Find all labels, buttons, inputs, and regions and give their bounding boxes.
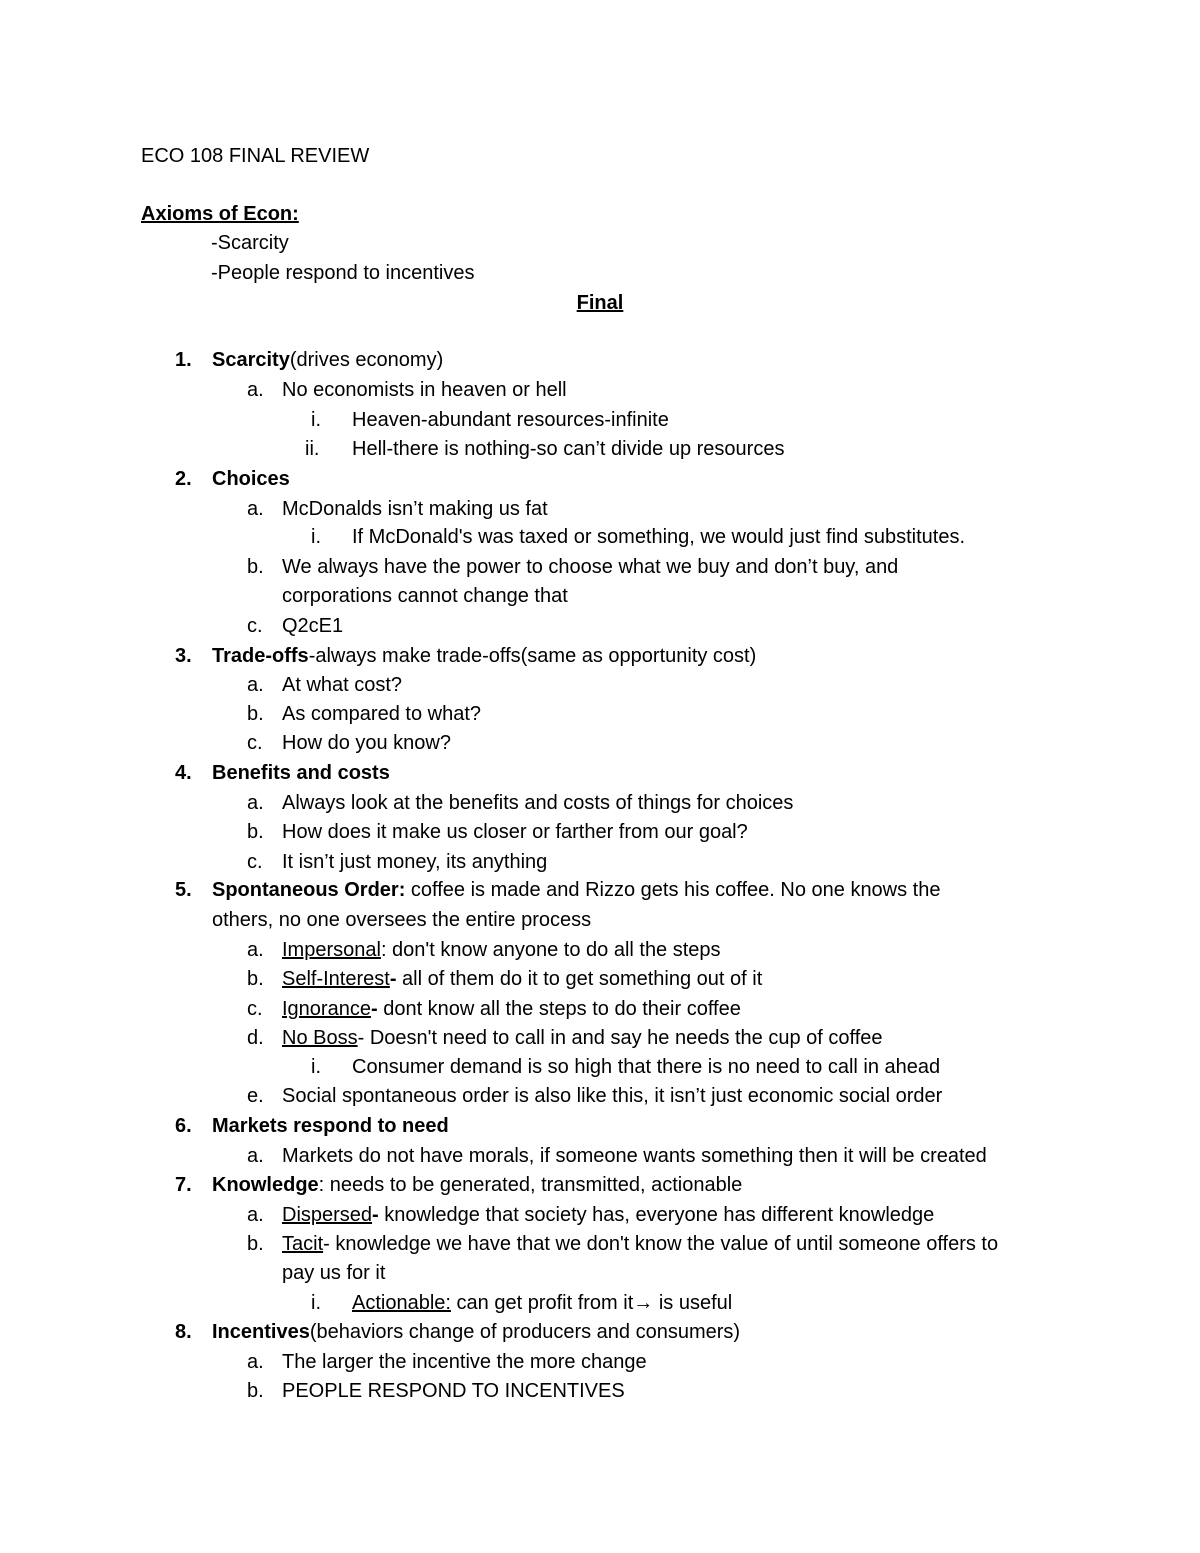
item-text-continued: pay us for it bbox=[282, 1262, 386, 1284]
item-marker: b. bbox=[247, 821, 264, 843]
item-text bbox=[282, 1026, 883, 1050]
section-title: Scarcity bbox=[212, 349, 290, 371]
item-text: How does it make us closer or farther from our goal? bbox=[282, 821, 748, 843]
section-heading bbox=[212, 348, 443, 372]
section-number: 2. bbox=[175, 468, 192, 490]
section-heading bbox=[212, 1320, 740, 1344]
item-text: Always look at the benefits and costs of things for choices bbox=[282, 792, 794, 814]
subitem-text: Consumer demand is so high that there is no need to call in ahead bbox=[352, 1056, 941, 1078]
section-text: -always make trade-offs(same as opportunity cost) bbox=[308, 645, 757, 667]
section-number: 7. bbox=[175, 1174, 192, 1196]
item-text bbox=[282, 1232, 998, 1256]
item-text: Markets do not have morals, if someone wants something then it will be created bbox=[282, 1145, 987, 1167]
item-marker: c. bbox=[247, 732, 263, 754]
item-text: The larger the incentive the more change bbox=[282, 1351, 647, 1373]
subitem-marker: i. bbox=[311, 526, 321, 548]
item-marker: a. bbox=[247, 1351, 264, 1373]
item-marker: b. bbox=[247, 1380, 264, 1402]
axiom-item: -People respond to incentives bbox=[211, 262, 475, 284]
section-title: Knowledge bbox=[212, 1174, 319, 1196]
item-text bbox=[282, 967, 762, 991]
axiom-item: -Scarcity bbox=[211, 232, 289, 254]
section-title: Trade-offs bbox=[212, 645, 309, 667]
section-heading bbox=[212, 644, 756, 668]
item-term: Self-Interest bbox=[282, 968, 390, 990]
item-text bbox=[282, 1203, 934, 1227]
section-title: Choices bbox=[212, 468, 290, 490]
item-text: How do you know? bbox=[282, 732, 451, 754]
section-number: 8. bbox=[175, 1321, 192, 1343]
item-marker: a. bbox=[247, 379, 264, 401]
item-definition: don't know anyone to do all the steps bbox=[386, 939, 721, 961]
item-marker: a. bbox=[247, 792, 264, 814]
item-marker: e. bbox=[247, 1085, 264, 1107]
item-term-separator: - bbox=[370, 998, 378, 1020]
subitem-text: Hell-there is nothing-so can’t divide up resources bbox=[352, 438, 785, 460]
section-text: coffee is made and Rizzo gets his coffee. No one knows the bbox=[405, 879, 941, 901]
item-term-separator: : bbox=[380, 939, 387, 961]
item-marker: c. bbox=[247, 615, 263, 637]
section-number: 3. bbox=[175, 645, 192, 667]
item-marker: c. bbox=[247, 851, 263, 873]
item-marker: b. bbox=[247, 703, 264, 725]
section-title: Markets respond to need bbox=[212, 1115, 449, 1137]
section-text-continued: others, no one oversees the entire process bbox=[212, 909, 592, 931]
axioms-heading: Axioms of Econ: bbox=[141, 203, 299, 225]
item-marker: a. bbox=[247, 1204, 264, 1226]
section-text: (behaviors change of producers and consumers) bbox=[309, 1321, 741, 1343]
subitem-text: Heaven-abundant resources-infinite bbox=[352, 409, 669, 431]
section-number: 5. bbox=[175, 879, 192, 901]
item-term: Dispersed bbox=[282, 1204, 373, 1226]
item-text: PEOPLE RESPOND TO INCENTIVES bbox=[282, 1380, 625, 1402]
item-term: Ignorance bbox=[282, 998, 371, 1020]
item-marker: b. bbox=[247, 968, 264, 990]
item-marker: a. bbox=[247, 939, 264, 961]
final-heading: Final bbox=[576, 292, 624, 314]
subitem-definition: can get profit from it→ is useful bbox=[450, 1292, 733, 1314]
section-text: (drives economy) bbox=[289, 349, 444, 371]
item-text bbox=[282, 997, 741, 1021]
item-marker: b. bbox=[247, 1233, 264, 1255]
section-title: Incentives bbox=[212, 1321, 310, 1343]
item-marker: a. bbox=[247, 1145, 264, 1167]
item-text: No economists in heaven or hell bbox=[282, 379, 567, 401]
section-heading bbox=[212, 878, 941, 902]
section-text: : needs to be generated, transmitted, actionable bbox=[318, 1174, 743, 1196]
item-text: Social spontaneous order is also like this, it isn’t just economic social order bbox=[282, 1085, 943, 1107]
subitem-marker: ii. bbox=[305, 438, 320, 460]
section-title: Benefits and costs bbox=[212, 762, 390, 784]
subitem-marker: i. bbox=[311, 1292, 321, 1314]
subitem-text: If McDonald's was taxed or something, we would just find substitutes. bbox=[352, 526, 965, 548]
subitem-marker: i. bbox=[311, 409, 321, 431]
item-term: Tacit bbox=[282, 1233, 324, 1255]
subitem-term: Actionable: bbox=[352, 1292, 451, 1314]
item-marker: a. bbox=[247, 498, 264, 520]
subitem-text bbox=[352, 1291, 732, 1315]
section-heading bbox=[212, 1173, 742, 1197]
item-term-separator: - bbox=[389, 968, 397, 990]
item-text: We always have the power to choose what we buy and don’t buy, and bbox=[282, 556, 899, 578]
page-title: ECO 108 FINAL REVIEW bbox=[141, 145, 370, 167]
section-number: 6. bbox=[175, 1115, 192, 1137]
item-term-separator: - bbox=[372, 1204, 379, 1226]
item-text: At what cost? bbox=[282, 674, 403, 696]
subitem-marker: i. bbox=[311, 1056, 321, 1078]
section-number: 4. bbox=[175, 762, 192, 784]
item-text-continued: corporations cannot change that bbox=[282, 585, 568, 607]
section-title: Spontaneous Order: bbox=[212, 879, 406, 901]
item-term-separator: - bbox=[357, 1027, 365, 1049]
item-definition: Doesn't need to call in and say he needs the cup of coffee bbox=[364, 1027, 883, 1049]
item-definition: all of them do it to get something out of it bbox=[396, 968, 763, 990]
item-definition: knowledge we have that we don't know the value of until someone offers to bbox=[329, 1233, 999, 1255]
item-text: It isn’t just money, its anything bbox=[282, 851, 548, 873]
item-marker: d. bbox=[247, 1027, 264, 1049]
item-term-separator: - bbox=[323, 1233, 330, 1255]
item-text: As compared to what? bbox=[282, 703, 481, 725]
item-term: No Boss bbox=[282, 1027, 358, 1049]
item-definition: dont know all the steps to do their coffee bbox=[377, 998, 741, 1020]
item-marker: b. bbox=[247, 556, 264, 578]
item-term: Impersonal bbox=[282, 939, 381, 961]
item-text bbox=[282, 938, 721, 962]
item-text: Q2cE1 bbox=[282, 615, 344, 637]
item-marker: c. bbox=[247, 998, 263, 1020]
item-marker: a. bbox=[247, 674, 264, 696]
item-text: McDonalds isn’t making us fat bbox=[282, 498, 548, 520]
section-number: 1. bbox=[175, 349, 192, 371]
item-definition: knowledge that society has, everyone has different knowledge bbox=[378, 1204, 935, 1226]
